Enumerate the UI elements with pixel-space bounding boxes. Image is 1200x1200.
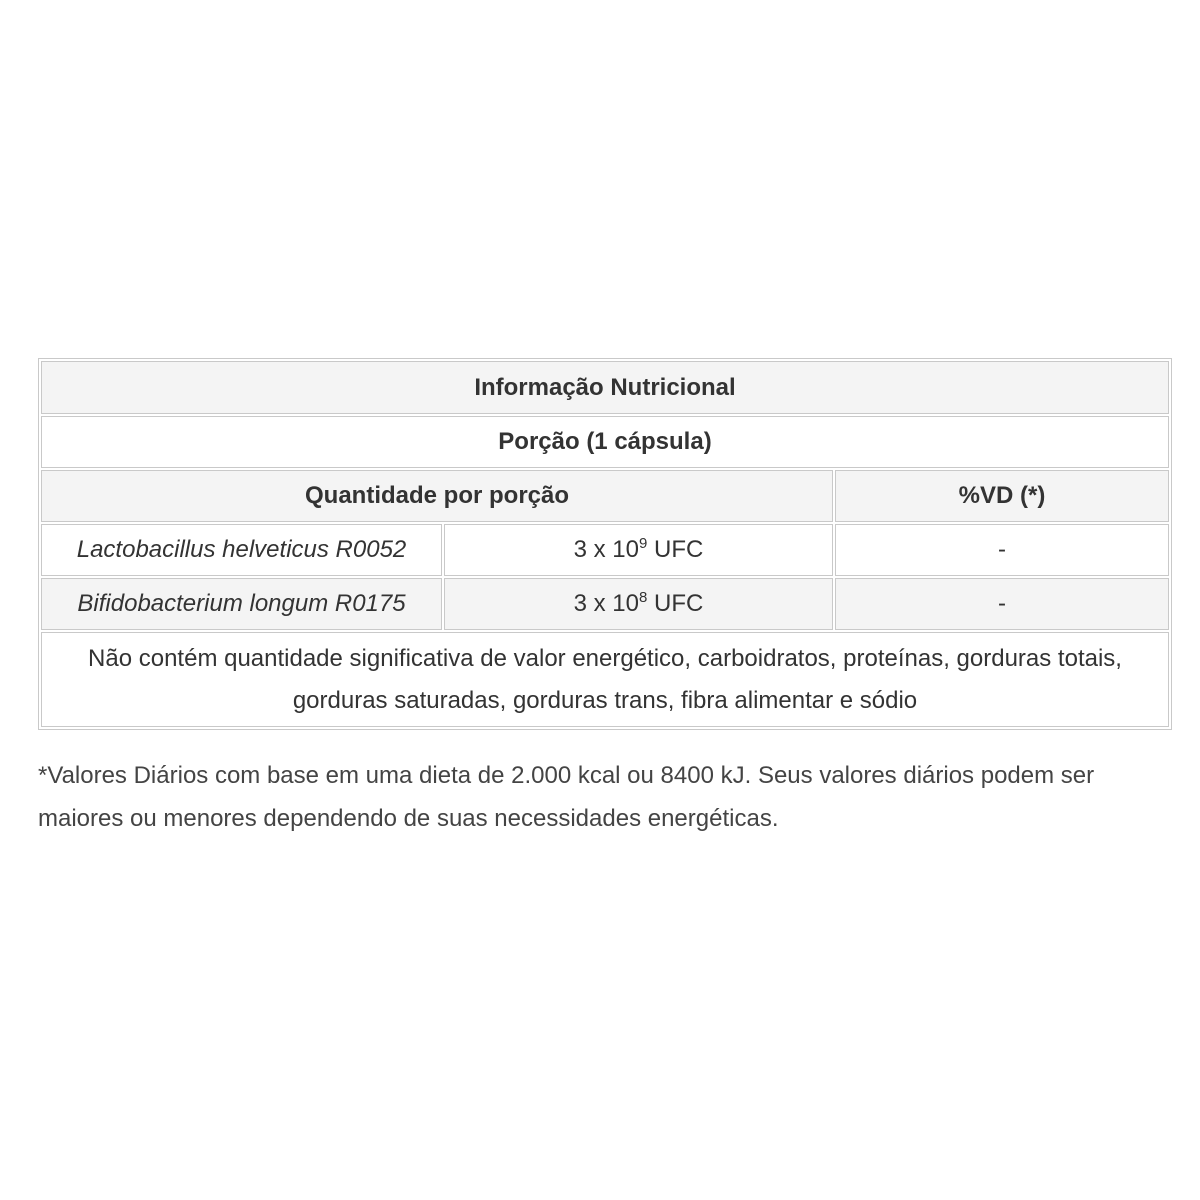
- daily-values-footnote: *Valores Diários com base em uma dieta de 2.000 kcal ou 8400 kJ. Seus valores diários podem ser maiores ou menores dependendo de suas necessidades energéticas.: [38, 762, 1095, 832]
- note-row: [41, 632, 1169, 727]
- amount-base: 3 x 10: [573, 536, 640, 563]
- note-text: Não contém quantidade significativa de valor energético, carboidratos, proteínas, gorduras totais, gorduras saturadas, gorduras trans, fibra alimentar e sódio: [41, 632, 1169, 727]
- portion-label: Porção (1 cápsula): [41, 416, 1169, 468]
- amount-unit: UFC: [647, 590, 704, 617]
- amount-unit: UFC: [647, 536, 704, 563]
- ingredient-name: Bifidobacterium longum R0175: [41, 578, 442, 630]
- ingredient-amount: [444, 524, 833, 576]
- ingredient-vd: -: [835, 578, 1169, 630]
- table-title: Informação Nutricional: [41, 361, 1169, 414]
- header-vd: %VD (*): [835, 470, 1169, 522]
- amount-base: 3 x 10: [573, 590, 640, 617]
- table-row: [41, 578, 1169, 630]
- header-row: [41, 470, 1169, 522]
- amount-exponent: 8: [639, 589, 648, 606]
- ingredient-amount: [444, 578, 833, 630]
- table-row: [41, 524, 1169, 576]
- table-title-row: [41, 361, 1169, 414]
- header-quantity: Quantidade por porção: [41, 470, 833, 522]
- amount-exponent: 9: [639, 535, 648, 552]
- ingredient-vd: -: [835, 524, 1169, 576]
- ingredient-name: Lactobacillus helveticus R0052: [41, 524, 442, 576]
- nutrition-facts: [38, 358, 1170, 730]
- nutrition-table: [38, 358, 1172, 730]
- portion-row: [41, 416, 1169, 468]
